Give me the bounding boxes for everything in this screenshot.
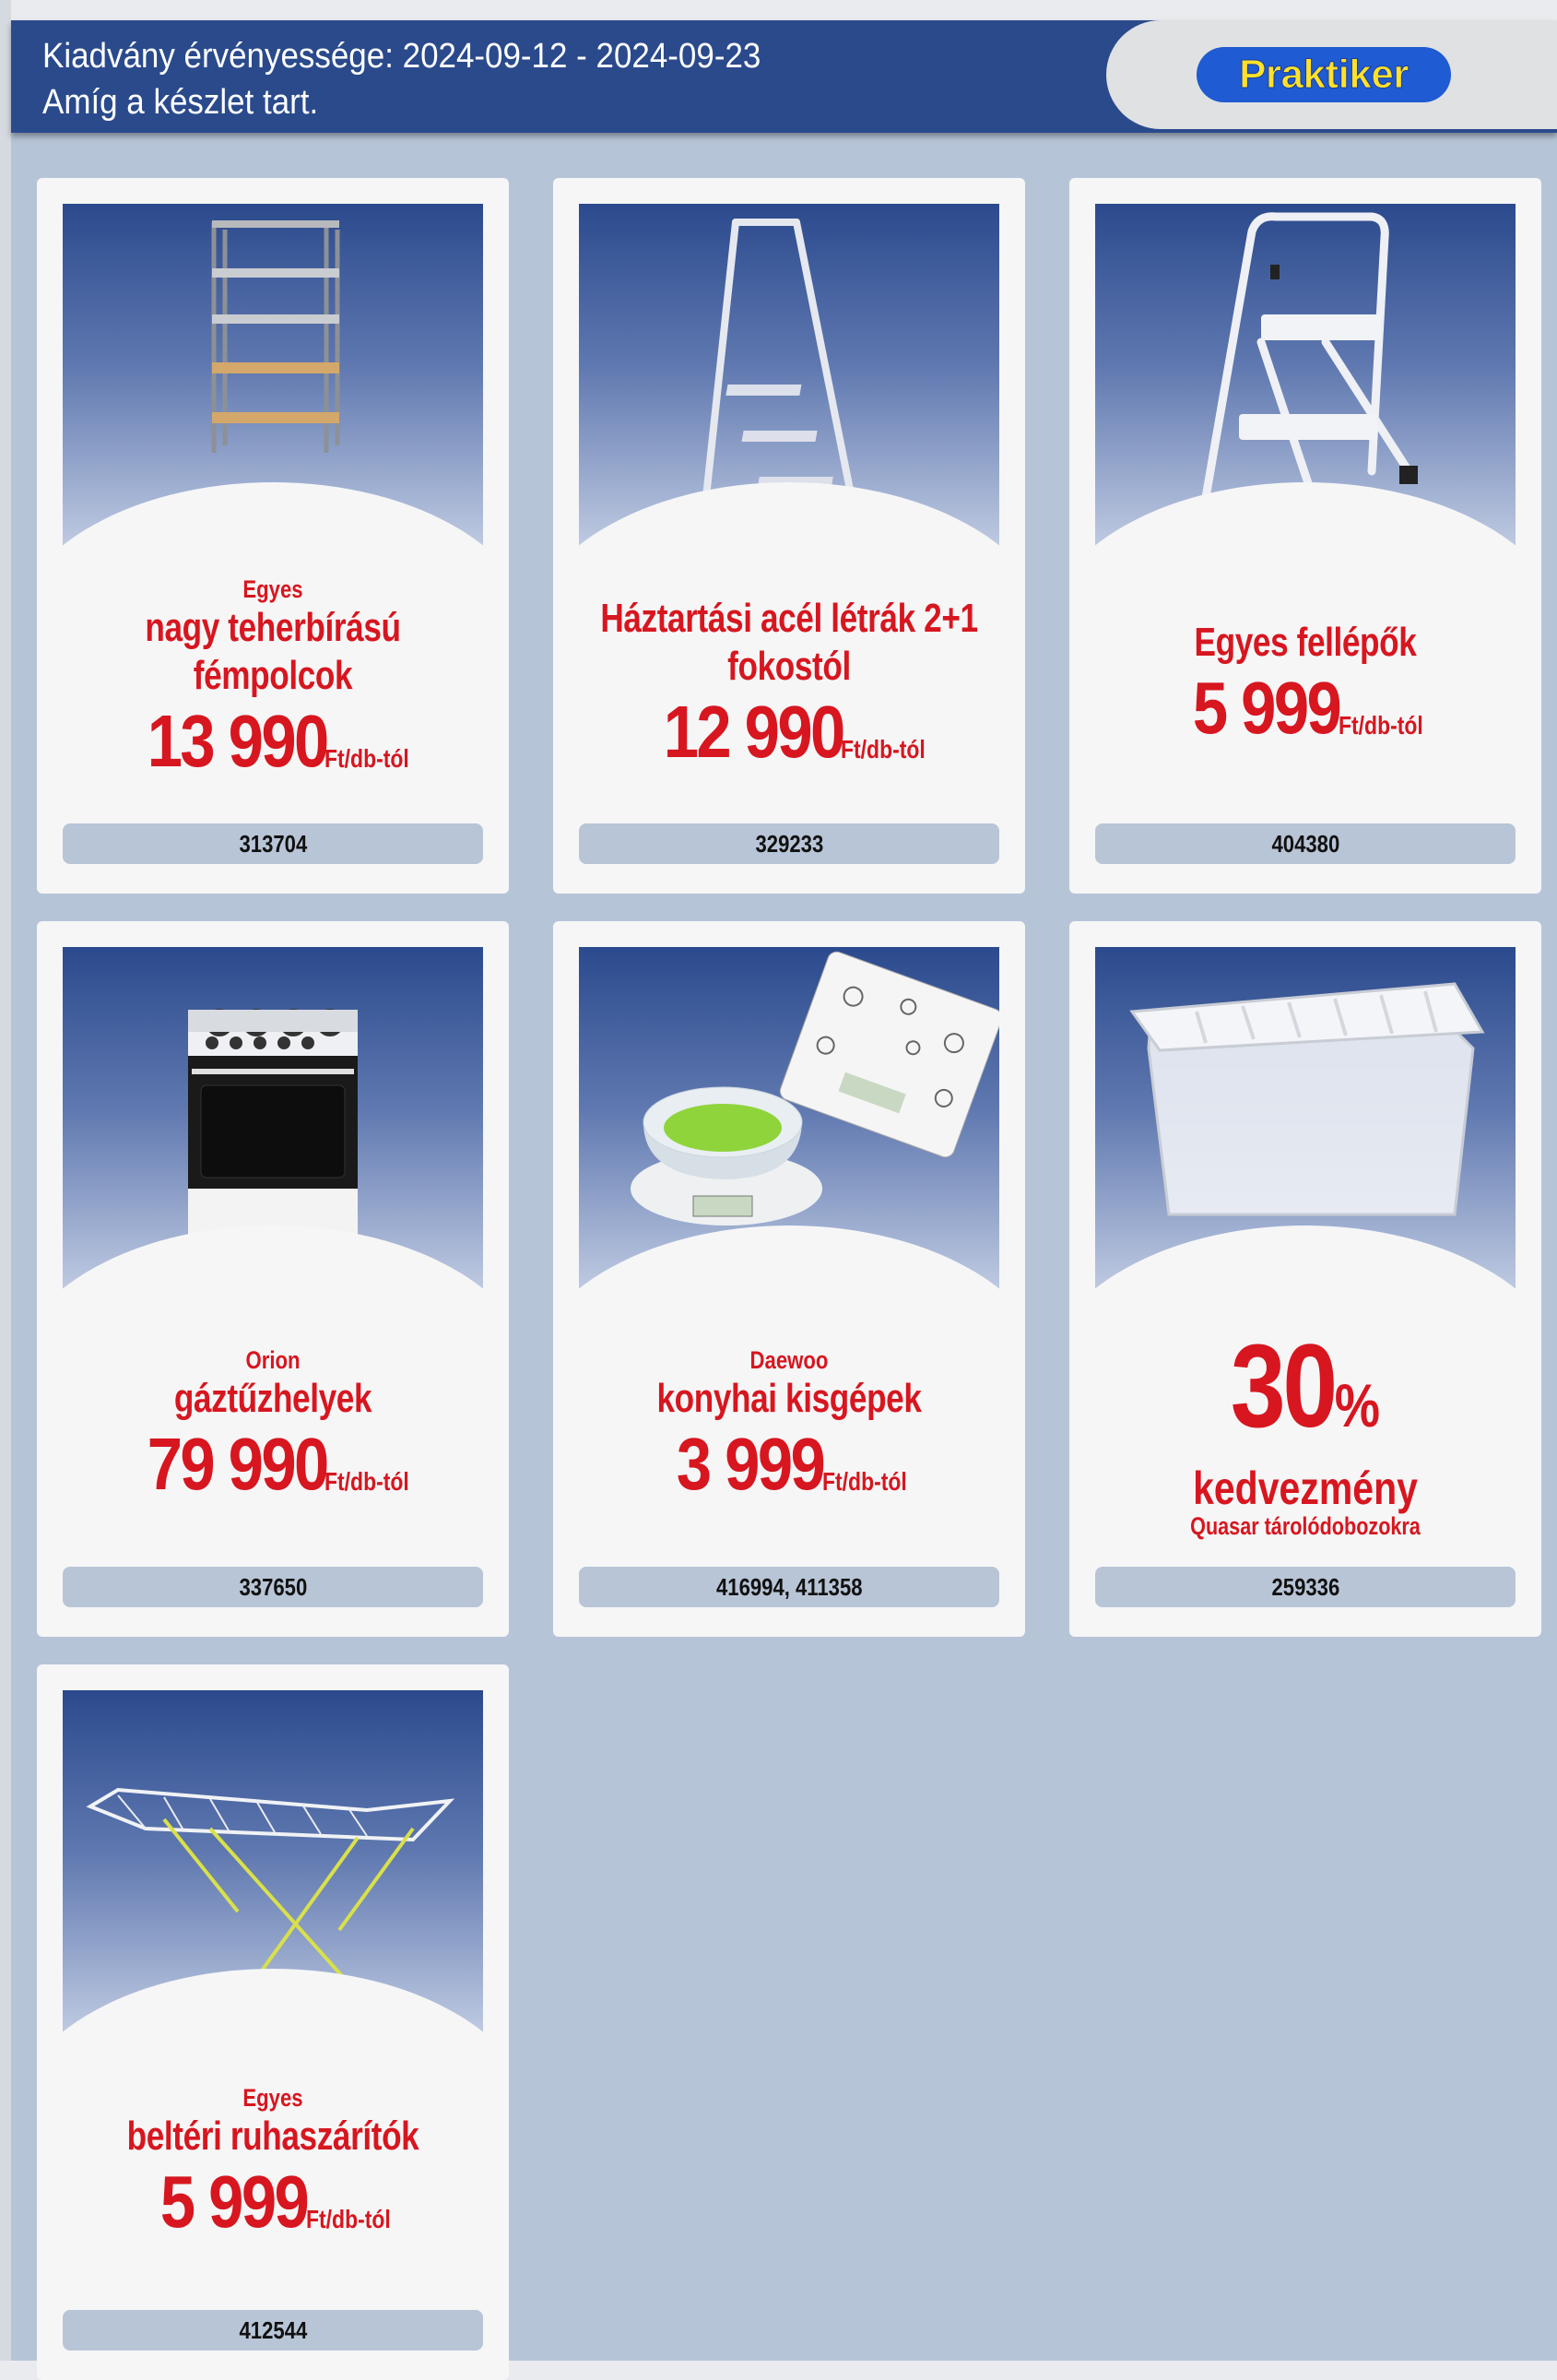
price-unit: Ft/db-tól xyxy=(821,1467,907,1496)
product-brand: Daewoo xyxy=(749,1346,829,1374)
product-title-line2: fémpolcok xyxy=(193,653,353,698)
product-text xyxy=(1069,619,1541,748)
product-code xyxy=(63,823,483,864)
product-code-text: 259336 xyxy=(1271,1573,1339,1601)
product-text xyxy=(553,595,1025,772)
product-title-line1: gáztűzhelyek xyxy=(173,1376,372,1421)
product-price: 13 990 xyxy=(147,700,327,782)
product-title-line1: beltéri ruhaszárítók xyxy=(126,2114,419,2159)
product-card-gas-stove[interactable] xyxy=(37,921,509,1637)
product-text xyxy=(553,1345,1025,1504)
validity-text: Kiadvány érvényessége: 2024-09-12 - 2024-09-23 xyxy=(42,37,761,76)
left-strip xyxy=(0,0,11,2361)
product-code xyxy=(1095,1567,1516,1607)
discount-number: 30 xyxy=(1230,1320,1335,1452)
product-brand: Egyes xyxy=(242,575,303,603)
logo-area[interactable] xyxy=(1106,20,1557,129)
header-bar xyxy=(11,20,1557,133)
price-unit: Ft/db-tól xyxy=(1338,711,1423,740)
product-text xyxy=(37,1345,509,1504)
price-unit: Ft/db-tól xyxy=(324,1467,410,1496)
product-title-line1: nagy teherbírású xyxy=(145,605,401,650)
product-image-area xyxy=(1095,947,1516,1307)
stock-note-text: Amíg a készlet tart. xyxy=(42,83,319,122)
product-brand: Orion xyxy=(245,1346,301,1374)
product-code xyxy=(63,2310,483,2350)
price-unit: Ft/db-tól xyxy=(841,735,926,764)
product-price: 79 990 xyxy=(147,1423,327,1505)
product-code xyxy=(579,1567,999,1607)
product-card-kitchen-scale[interactable] xyxy=(553,921,1025,1637)
product-title-line1: Háztartási acél létrák 2+1 xyxy=(600,596,978,641)
praktiker-logo[interactable] xyxy=(1197,47,1451,102)
product-title-line1: konyhai kisgépek xyxy=(656,1376,922,1421)
product-card-clothes-dryer[interactable] xyxy=(37,1664,509,2380)
product-code xyxy=(579,823,999,864)
product-card-step-stool[interactable] xyxy=(1069,178,1541,894)
price-row xyxy=(37,702,509,781)
product-code-text: 412544 xyxy=(239,2316,307,2344)
product-image-area xyxy=(579,204,999,563)
price-row xyxy=(553,693,1025,772)
product-code-text: 329233 xyxy=(755,830,823,858)
price-unit: Ft/db-tól xyxy=(324,744,410,773)
product-image-area xyxy=(1095,204,1516,563)
product-title-line2: fokostól xyxy=(727,644,851,689)
product-card-ladder[interactable] xyxy=(553,178,1025,894)
product-price: 5 999 xyxy=(160,2161,308,2243)
product-image-area xyxy=(63,204,483,563)
price-unit: Ft/db-tól xyxy=(305,2205,391,2233)
product-image-area xyxy=(579,947,999,1307)
product-code-text: 337650 xyxy=(239,1573,307,1601)
price-row xyxy=(1069,669,1541,748)
product-text xyxy=(37,574,509,781)
product-image-area xyxy=(63,1690,483,2050)
product-code-text: 416994, 411358 xyxy=(715,1573,863,1601)
top-strip xyxy=(0,0,1557,20)
product-text xyxy=(37,2083,509,2242)
product-image-area xyxy=(63,947,483,1307)
product-price: 5 999 xyxy=(1193,667,1340,749)
product-code-text: 313704 xyxy=(239,830,307,858)
price-row xyxy=(37,2162,509,2242)
price-row xyxy=(37,1425,509,1504)
product-card-storage-box[interactable] xyxy=(1069,921,1541,1637)
logo-text: Praktiker xyxy=(1239,52,1409,97)
product-card-shelves[interactable] xyxy=(37,178,509,894)
discount-percentage xyxy=(1107,1320,1504,1465)
price-row xyxy=(553,1425,1025,1504)
discount-subtitle: Quasar tárolódobozokra xyxy=(1190,1512,1421,1540)
discount-text xyxy=(1069,1320,1541,1541)
product-price: 12 990 xyxy=(663,691,843,773)
product-code xyxy=(63,1567,483,1607)
product-code xyxy=(1095,823,1516,864)
discount-word: kedvezmény xyxy=(1193,1462,1418,1514)
product-title-line1: Egyes fellépők xyxy=(1194,620,1417,665)
header-text xyxy=(42,33,761,125)
product-brand: Egyes xyxy=(242,2084,303,2112)
product-code-text: 404380 xyxy=(1271,830,1339,858)
percent-sign: % xyxy=(1334,1371,1381,1439)
product-price: 3 999 xyxy=(677,1423,824,1505)
